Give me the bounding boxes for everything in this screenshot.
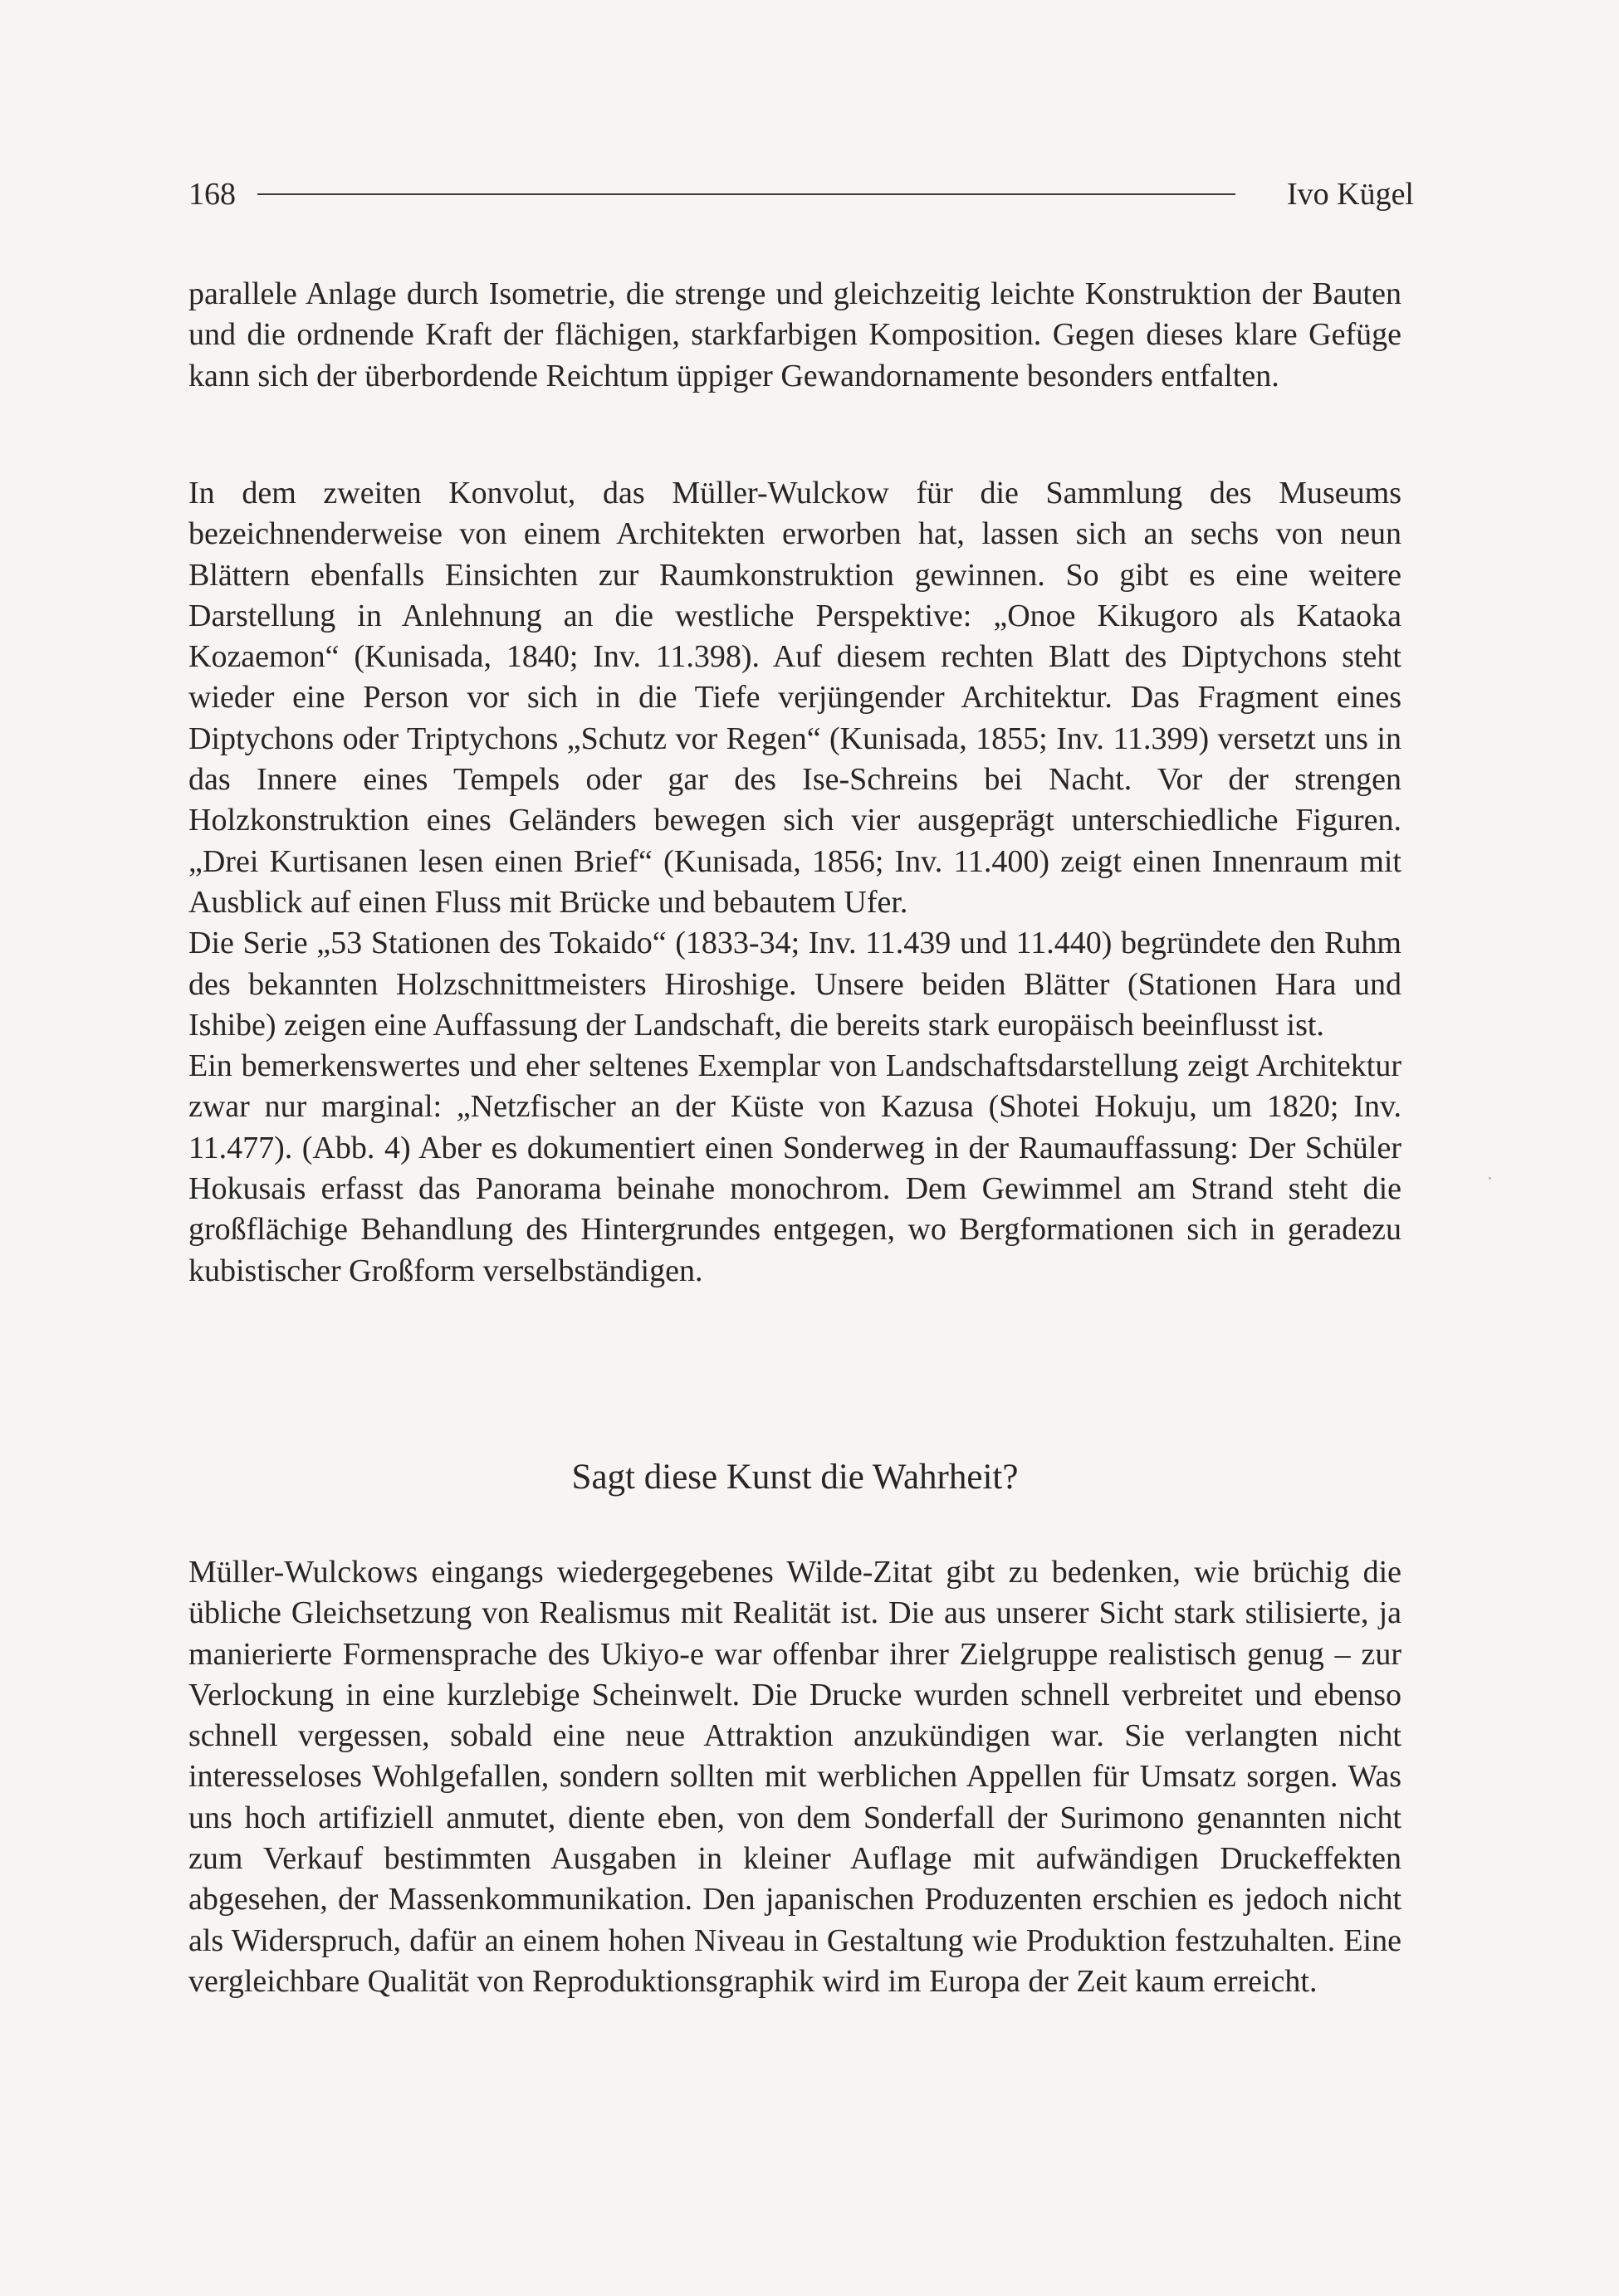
paragraph: In dem zweiten Konvolut, das Müller-Wulckow für die Sammlung des Museums bezeichnenderweise von einem Architekten erworben hat, lassen sich an sechs von neun Blättern ebenfalls Einsichten zur Raumkonstruktion gewinnen. So gibt es eine weitere Darstellung in Anlehnung an die westliche Perspektive: „Onoe Kikugoro als Kataoka Kozaemon“ (Kunisada, 1840; Inv. 11.398). Auf diesem rechten Blatt des Diptychons steht wieder eine Person vor sich in die Tiefe verjüngender Architektur. Das Fragment eines Diptychons oder Triptychons „Schutz vor Regen“ (Kunisada, 1855; Inv. 11.399) versetzt uns in das Innere eines Tempels oder gar des Ise-Schreins bei Nacht. Vor der strengen Holzkonstruktion eines Geländers bewegen sich vier ausgeprägt unterschiedliche Figuren. „Drei Kurtisanen lesen einen Brief“ (Kunisada, 1856; Inv. 11.400) zeigt einen Innenraum mit Ausblick auf einen Fluss mit Brücke und bebautem Ufer. [188,476,1401,920]
paragraph: Die Serie „53 Stationen des Tokaido“ (1833-34; Inv. 11.439 und 11.440) begründete den Ruhm des bekannten Holzschnittmeisters Hiroshige. Unsere beiden Blätter (Stationen Hara und Ishibe) zeigen eine Auffassung der Landschaft, die bereits stark europäisch beeinflusst ist. [188,926,1401,1043]
paragraph: Ein bemerkenswertes und eher seltenes Exemplar von Landschaftsdarstellung zeigt Architektur zwar nur marginal: „Netzfischer an der Küste von Kazusa (Shotei Hokuju, um 1820; Inv. 11.477). (Abb. 4) Aber es dokumentiert einen Sonderweg in der Raumauffassung: Der Schüler Hokusais erfasst das Panorama beinahe monochrom. Dem Gewimmel am Strand steht die großflächige Behandlung des Hintergrundes entgegen, wo Bergformationen sich in geradezu kubistischer Großform verselbständigen. [188,1048,1401,1288]
scan-speck [1489,1177,1491,1180]
section-heading: Sagt diese Kunst die Wahrheit? [571,1458,1019,1497]
running-head [188,169,1414,219]
paragraph: parallele Anlage durch Isometrie, die strenge und gleichzeitig leichte Konstruktion der Bauten und die ordnende Kraft der flächigen, starkfarbigen Komposition. Gegen dieses klare Gefüge kann sich der überbordende Reichtum üppiger Gewandornamente besonders entfalten. [188,276,1401,393]
text-block-bottom [188,1552,1401,2002]
running-head-author: Ivo Kügel [1286,177,1414,212]
page-number: 168 [188,177,236,212]
text-block-top [188,274,1401,397]
header-rule [257,193,1235,195]
paragraph: Müller-Wulckows eingangs wiedergegebenes Wilde-Zitat gibt zu bedenken, wie brüchig die übliche Gleichsetzung von Realismus mit Realität ist. Die aus unserer Sicht stark stilisierte, ja manierierte Formensprache des Ukiyo-e war offenbar ihrer Zielgruppe realistisch genug – zur Verlockung in eine kurzlebige Scheinwelt. Die Drucke wurden schnell verbreitet und ebenso schnell vergessen, sobald eine neue Attraktion anzukündigen war. Sie verlangten nicht interesseloses Wohlgefallen, sondern sollten mit werblichen Appellen für Umsatz sorgen. Was uns hoch artifiziell anmutet, diente eben, von dem Sonderfall der Surimono genannten nicht zum Verkauf bestimmten Ausgaben in kleiner Auflage mit aufwändigen Druckeffekten abgesehen, der Massenkommunikation. Den japanischen Produzenten erschien es jedoch nicht als Widerspruch, dafür an einem hohen Niveau in Gestaltung wie Produktion festzuhalten. Eine vergleichbare Qualität von Reproduktionsgraphik wird im Europa der Zeit kaum erreicht. [188,1555,1401,1999]
text-block-middle [188,473,1401,1292]
